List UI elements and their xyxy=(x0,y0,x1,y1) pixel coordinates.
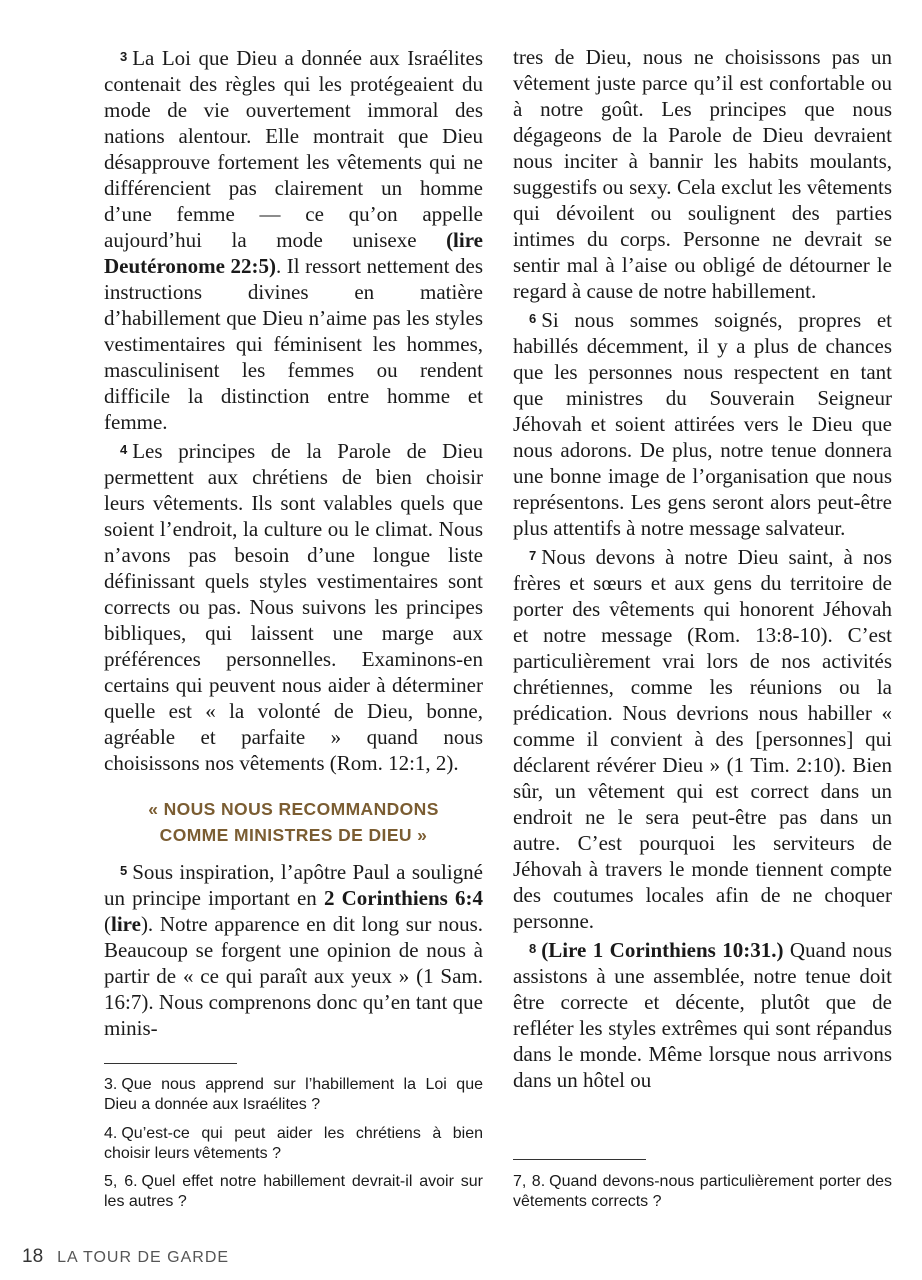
paragraph-5 xyxy=(104,858,483,1041)
page-footer xyxy=(22,1246,229,1268)
scripture-reference: (lire Deutéronome 22:5) xyxy=(104,228,483,278)
paragraph-number: 6 xyxy=(529,311,537,326)
read-instruction: lire xyxy=(111,912,141,936)
question-text: Que nous apprend sur l’habillement la Loi que Dieu a donnée aux Israélites ? xyxy=(104,1076,483,1113)
paragraph-6 xyxy=(513,306,892,541)
right-column xyxy=(513,44,892,1093)
paragraph-4 xyxy=(104,437,483,776)
question-text: Quel effet notre habillement devrait-il avoir sur les autres ? xyxy=(104,1173,483,1210)
paragraph-text: Quand nous assistons à une assemblée, notre tenue doit être correcte et décente, plutôt que de refléter les styles extrêmes qui sont répandus dans le monde. Même lorsque nous arrivons dans un hôtel ou xyxy=(513,938,892,1092)
paragraph-text: Si nous sommes soignés, propres et habillés décemment, il y a plus de chances que les personnes nous respectent en tant que ministres du Souverain Seigneur Jéhovah et soient attirées vers le Dieu que nous adorons. De plus, notre tenue donnera une bonne image de l’organisation que nous représentons. Les gens seront alors peut-être plus attentifs à notre message salvateur. xyxy=(513,308,892,540)
paragraph-text: ( xyxy=(104,912,111,936)
paragraph-7 xyxy=(513,543,892,934)
paragraph-text: La Loi que Dieu a donnée aux Israélites contenait des règles qui les protégeaient du mode de vie ouvertement immoral des nations alentour. Elle montrait que Dieu désapprouve fortement les vêtements qui ne différencient pas clairement un homme d’une femme — ce qu’on appelle aujourd’hui la mode unisexe xyxy=(104,46,483,252)
study-question xyxy=(104,1124,483,1164)
subheading-line: COMME MINISTRES DE DIEU » xyxy=(159,825,428,845)
paragraph-text: ). Notre apparence en dit long sur nous. Beaucoup se forgent une opinion de nous à partir de « ce qui paraît aux yeux » (1 Sam. 16:7). Nous comprenons donc qu’en tant que minis- xyxy=(104,912,483,1040)
scripture-reference: (Lire 1 Corinthiens 10:31.) xyxy=(541,938,784,962)
scripture-reference: 2 Corinthiens 6:4 xyxy=(323,886,483,910)
study-question xyxy=(104,1172,483,1212)
paragraph-number: 4 xyxy=(120,442,128,457)
paragraph-number: 8 xyxy=(529,941,537,956)
section-subheading xyxy=(104,796,483,848)
paragraph-text: tres de Dieu, nous ne choisissons pas un vêtement juste parce qu’il est confortable ou à notre goût. Les principes que nous dégageons de la Parole de Dieu devraient nous inciter à bannir les habits moulants, suggestifs ou sexy. Cela exclut les vêtements qui dévoilent ou soulignent des parties intimes du corps. Personne ne devrait se sentir mal à l’aise ou obligé de détourner le regard à cause de notre habillement. xyxy=(513,45,892,303)
paragraph-text: Sous inspiration, l’apôtre Paul a souligné un principe important en xyxy=(104,860,483,910)
question-text: Quand devons-nous particulièrement porter des vêtements corrects ? xyxy=(513,1173,892,1210)
paragraph-number: 5 xyxy=(120,863,128,878)
question-text: Qu’est-ce qui peut aider les chrétiens à bien choisir leurs vêtements ? xyxy=(104,1125,483,1162)
subheading-line: « NOUS NOUS RECOMMANDONS xyxy=(148,799,439,819)
publication-name: LA TOUR DE GARDE xyxy=(57,1249,230,1266)
paragraph-5-continued xyxy=(513,44,892,304)
paragraph-number: 3 xyxy=(120,49,128,64)
study-question xyxy=(513,1172,892,1212)
question-number: 5, 6. xyxy=(104,1173,138,1190)
footnote-divider xyxy=(513,1159,646,1160)
left-column xyxy=(104,44,483,1041)
paragraph-number: 7 xyxy=(529,548,537,563)
paragraph-3 xyxy=(104,44,483,435)
paragraph-8 xyxy=(513,936,892,1093)
question-number: 4. xyxy=(104,1125,118,1142)
footnote-divider xyxy=(104,1063,237,1064)
question-number: 3. xyxy=(104,1076,118,1093)
paragraph-text: . Il ressort nettement des instructions divines en matière d’habillement que Dieu n’aime pas les styles vestimentaires qui féminisent les hommes, masculinisent les femmes ou rendent difficile la distinction entre homme et femme. xyxy=(104,254,483,434)
page-number: 18 xyxy=(22,1246,44,1267)
question-number: 7, 8. xyxy=(513,1173,546,1190)
paragraph-text: Les principes de la Parole de Dieu permettent aux chrétiens de bien choisir leurs vêtements. Ils sont valables quels que soient l’endroit, la culture ou le climat. Nous n’avons pas besoin d’une longue liste définissant quels styles vestimentaires sont corrects ou pas. Nous suivons les principes bibliques, qui laissent une marge aux préférences personnelles. Examinons-en certains qui peuvent nous aider à déterminer quelle est « la volonté de Dieu, bonne, agréable et parfaite » quand nous choisissons nos vêtements (Rom. 12:1, 2). xyxy=(104,439,483,775)
paragraph-text: Nous devons à notre Dieu saint, à nos frères et sœurs et aux gens du territoire de porter des vêtements qui honorent Jéhovah et notre message (Rom. 13:8-10). C’est particulièrement vrai lors de nos activités chrétiennes, comme les réunions ou la prédication. Nous devrions nous habiller « comme il convient à des [personnes] qui déclarent révérer Dieu » (1 Tim. 2:10). Bien sûr, un vêtement qui est correct dans un endroit ne le sera peut-être pas dans un autre. C’est pourquoi les serviteurs de Jéhovah à travers le monde tiennent compte des coutumes locales afin de ne choquer personne. xyxy=(513,545,892,933)
study-question xyxy=(104,1075,483,1115)
